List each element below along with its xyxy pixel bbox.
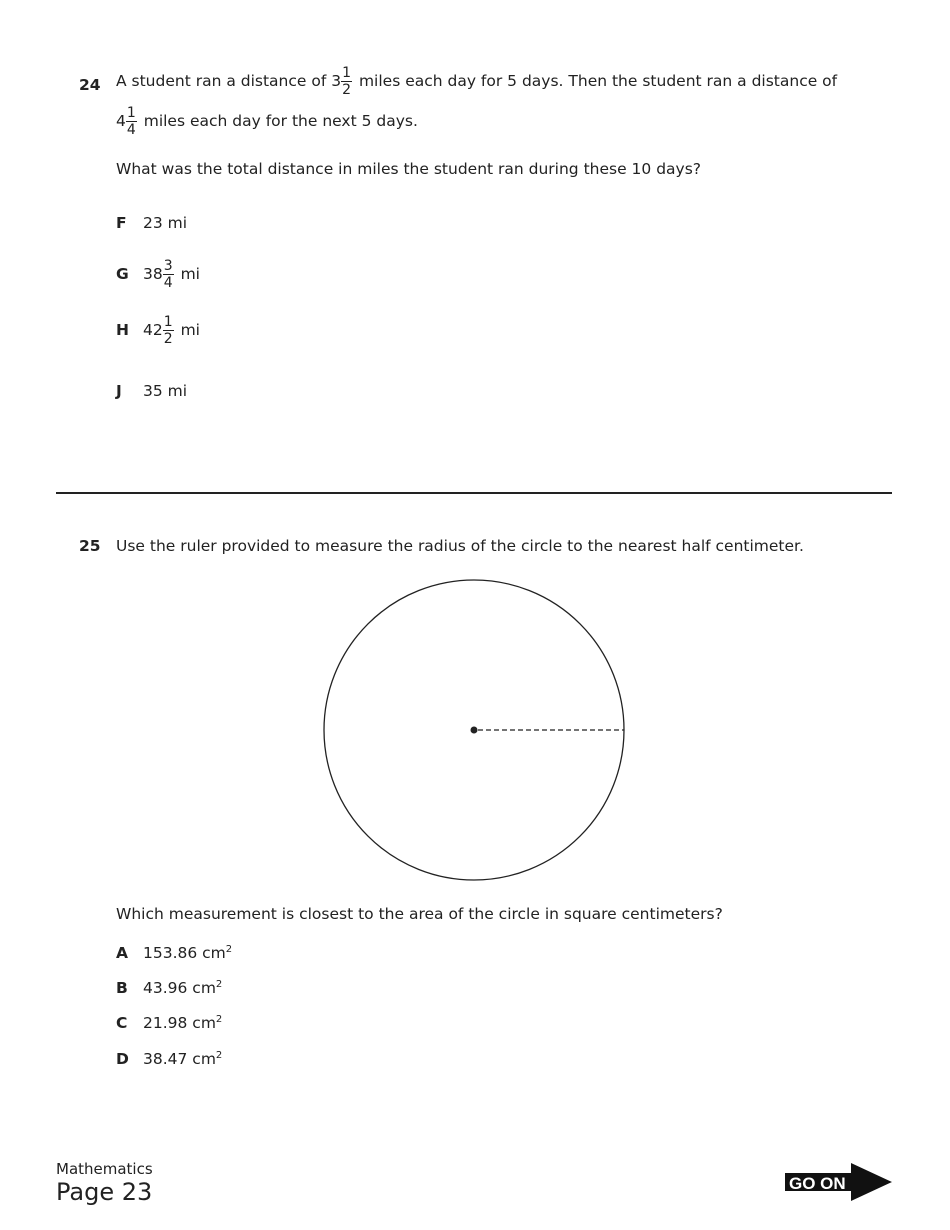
answer-option-H[interactable]: H 42 $\frac{1}{2}$ mi bbox=[116, 314, 200, 347]
question-24-stem-line1 bbox=[116, 66, 837, 97]
question-24-prompt: What was the total distance in miles the student ran during these 10 days? bbox=[116, 160, 702, 178]
answer-option-C[interactable]: C 21.98 $cm^2$ bbox=[116, 1013, 223, 1032]
q24-fraction-1: $\frac{1}{2}$ bbox=[342, 65, 352, 98]
go-on-arrow-icon bbox=[785, 1162, 893, 1202]
option-G-fraction: $\frac{3}{4}$ bbox=[163, 258, 173, 291]
q24-stem-part2: miles each day for 5 days. Then the student ran a distance of bbox=[354, 72, 838, 90]
q24-stem-part1: A student ran a distance of 3 bbox=[116, 72, 342, 90]
answer-option-A[interactable]: A 153.86 $cm^2$ bbox=[116, 943, 233, 962]
answer-option-D[interactable]: D 38.47 $cm^2$ bbox=[116, 1049, 223, 1068]
question-25-number: 25 bbox=[79, 537, 101, 555]
go-on-label: GO ON bbox=[789, 1174, 846, 1193]
answer-option-G[interactable]: G 38 $\frac{3}{4}$ mi bbox=[116, 258, 200, 291]
answer-option-F[interactable]: F 23 mi bbox=[116, 214, 188, 232]
q24-fraction-2: $\frac{1}{4}$ bbox=[126, 105, 136, 138]
circle-diagram bbox=[320, 576, 630, 886]
answer-option-B[interactable]: B 43.96 $cm^2$ bbox=[116, 978, 223, 997]
q24-stem-part4: miles each day for the next 5 days. bbox=[138, 112, 418, 130]
question-24-number: 24 bbox=[79, 76, 101, 94]
answer-option-J[interactable]: J 35 mi bbox=[116, 382, 188, 400]
footer-page-number: Page 23 bbox=[56, 1178, 153, 1206]
question-25-prompt: Which measurement is closest to the area of the circle in square centimeters? bbox=[116, 905, 723, 923]
option-H-fraction: $\frac{1}{2}$ bbox=[163, 314, 173, 347]
question-25-stem: Use the ruler provided to measure the radius of the circle to the nearest half centimeter. bbox=[116, 537, 804, 555]
footer-subject: Mathematics bbox=[56, 1160, 153, 1178]
section-divider bbox=[56, 492, 892, 494]
question-24-stem-line2 bbox=[116, 106, 418, 137]
q24-stem-part3: 4 bbox=[116, 112, 126, 130]
circle-center-point bbox=[471, 727, 478, 734]
